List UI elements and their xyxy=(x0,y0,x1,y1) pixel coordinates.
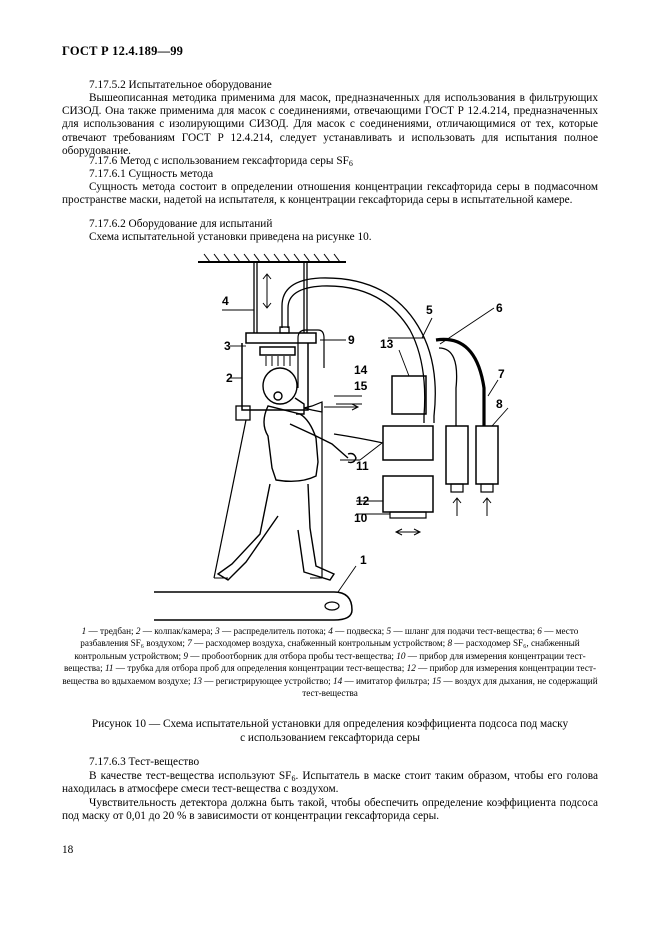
label-12: 12 xyxy=(356,494,370,508)
section-7-17-6-heading-text: 7.17.6 Метод с использованием гексафторида серы SF xyxy=(89,155,349,167)
label-11: 11 xyxy=(356,459,369,473)
legend-number: 14 xyxy=(333,675,343,686)
section-7-17-6-heading-sub: 6 xyxy=(348,159,353,168)
leader-lines xyxy=(222,308,508,592)
test-setup-diagram xyxy=(120,248,530,623)
label-10: 10 xyxy=(354,511,368,525)
label-6: 6 xyxy=(496,301,503,315)
label-4: 4 xyxy=(222,294,229,308)
figure-legend xyxy=(62,625,598,699)
caption-line-2: с использованием гексафторида серы xyxy=(240,732,420,744)
concentration-instrument xyxy=(383,426,433,460)
para-1-sub: 6 xyxy=(291,774,296,783)
ceiling xyxy=(198,254,346,262)
legend-number: 5 xyxy=(386,626,392,636)
legend-text: — регистрирующее устройство; xyxy=(202,675,334,686)
legend-number: 2 xyxy=(135,626,141,636)
legend-number: 9 xyxy=(183,650,188,661)
para-1-start: В качестве тест-вещества используют SF xyxy=(89,770,292,782)
section-7-17-5-2-body: Вышеописанная методика применима для масок, предназначенных для использования в фильтрующих СИЗОД. Она также применима для масок с соединениями, отвечающими ГОСТ Р 12.4.214, предназначенных для использования с изолирующими СИЗОД. Для масок с соединениями, отличающимися от тех, которые отвечают требованиям ГОСТ Р 12.4.214, следует устанавливать и использовать для испытания полное оборудование. xyxy=(62,92,598,157)
label-1: 1 xyxy=(360,553,367,567)
legend-text: — шланг для подачи тест-вещества; xyxy=(391,626,538,636)
legend-number: 3 xyxy=(215,626,220,636)
sample-tube xyxy=(334,434,383,443)
legend-text: — воздух для дыхания, не содержащий тест-вещества xyxy=(302,675,598,699)
legend-number: 8 xyxy=(447,638,453,649)
legend-number: 7 xyxy=(187,638,192,649)
section-7-17-6-2-heading: 7.17.6.2 Оборудование для испытаний xyxy=(89,218,273,230)
page-number: 18 xyxy=(62,844,74,856)
recorder xyxy=(392,376,426,414)
section-7-17-6-3-para-1 xyxy=(62,770,598,796)
label-8: 8 xyxy=(496,397,503,411)
legend-number: 12 xyxy=(406,663,416,674)
legend-text: — прибор для измерения концентрации тест-вещества; xyxy=(63,650,586,674)
legend-text: — тредбан; xyxy=(86,626,136,636)
para-1-end: . Испытатель в маске стоит таким образом, чтобы его голова находилась в атмосфере смеси тест-вещества с воздухом. xyxy=(62,770,598,796)
legend-text: — колпак/камера; xyxy=(140,626,216,636)
sf6-flowmeter xyxy=(476,426,498,484)
legend-number: 6 xyxy=(537,626,542,636)
suspension xyxy=(254,262,307,333)
breathing-air-arrow xyxy=(324,404,358,410)
legend-text: — имитатор фильтра; xyxy=(342,675,432,686)
legend-number: 11 xyxy=(104,663,114,674)
legend-number: 15 xyxy=(431,675,442,686)
label-9: 9 xyxy=(348,333,355,347)
section-7-17-6-3-para-2: Чувствительность детектора должна быть такой, чтобы обеспечить определение коэффициента подсоса под маску от 0,01 до 20 % в зависимости от концентрации гексафторида серы. xyxy=(62,797,598,823)
legend-text: — прибор для измерения концентрации тест-вещества во вдыхаемом воздухе; xyxy=(62,663,597,686)
inhaled-air-instrument xyxy=(383,476,433,512)
label-3: 3 xyxy=(224,339,231,353)
legend-number: 1 xyxy=(81,626,87,636)
figure-caption xyxy=(62,717,598,745)
label-14: 14 xyxy=(354,363,368,377)
section-7-17-6-1-heading: 7.17.6.1 Сущность метода xyxy=(89,168,214,180)
test-subject xyxy=(218,368,356,580)
page-header: ГОСТ Р 12.4.189—99 xyxy=(62,44,184,58)
legend-text: — подвеска; xyxy=(332,626,387,636)
label-2: 2 xyxy=(226,371,233,385)
section-7-17-6-1-body: Сущность метода состоит в определении отношения концентрации гексафторида серы в подмасочном пространстве маски, надетой на испытателя, к концентрации гексафторида серы в испытательной камере. xyxy=(62,181,598,207)
legend-text: — пробоотборник для отбора пробы тест-вещества; xyxy=(187,650,397,661)
label-7: 7 xyxy=(498,367,505,381)
treadmill xyxy=(154,403,352,620)
legend-text: — распределитель потока; xyxy=(219,626,329,636)
air-flowmeter xyxy=(446,426,468,484)
legend-number: 10 xyxy=(396,650,406,661)
section-7-17-5-2-heading: 7.17.5.2 Испытательное оборудование xyxy=(89,79,272,91)
legend-text: — расходомер SF₆, снабженный контрольным устройством; xyxy=(74,638,580,661)
caption-line-1: Рисунок 10 — Схема испытательной установки для определения коэффициента подсоса под маску xyxy=(91,718,569,730)
legend-text: — место разбавления SF₆ воздухом; xyxy=(80,626,579,649)
label-5: 5 xyxy=(426,303,433,317)
legend-text: — расходомер воздуха, снабженный контрольным устройством; xyxy=(191,638,448,649)
legend-number: 13 xyxy=(192,675,202,686)
section-7-17-6-3-heading: 7.17.6.3 Тест-вещество xyxy=(89,756,200,768)
legend-number: 4 xyxy=(328,626,333,636)
legend-text: — трубка для отбора проб для определения концентрации тест-вещества; xyxy=(113,663,407,674)
callout-labels xyxy=(222,294,505,567)
section-7-17-6-heading xyxy=(62,155,625,168)
label-15: 15 xyxy=(354,379,368,393)
section-7-17-6-2-body: Схема испытательной установки приведена на рисунке 10. xyxy=(89,231,372,243)
supply-hose xyxy=(282,278,484,426)
label-13: 13 xyxy=(380,337,394,351)
sampling-tube xyxy=(298,330,324,388)
